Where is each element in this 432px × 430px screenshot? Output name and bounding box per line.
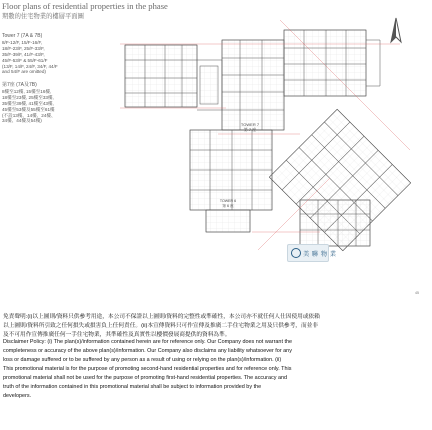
tower7-zh-line: 18樓至23樓, 25樓至33樓, [2,94,54,100]
plan-tower6-label-en: TOWER 6 [219,199,237,203]
tower7-zh-line: 35樓至39樓, 41樓至43樓, [2,100,54,106]
agency-logo-icon [291,248,301,258]
disclaimer-zh-line: 及不可用作宣傳推廣任何一手住宅物業，其準確性及真實性以樓價發展商提供的資料為準。 [3,332,231,338]
plan-lower-left [190,130,272,232]
tower7-line: 8/F-12/F, 15/F-16/F, [2,39,43,45]
plan-tower6-label-zh: 第 6 座 [222,204,234,208]
tower7-zh-line: 第7座 (7A及7B) [2,82,37,88]
tower7-zh-line: 34樓、44樓及54樓) [2,118,42,124]
disclaimer-en-line: completeness or accuracy of the above plan(s)/information. Our Company also disclaims any liability whatsoever for any [3,348,292,354]
tower7-line: 35/F-39/F, 41/F-43/F, [2,51,45,57]
disclaimer-en-line: truth of the information contained in this promotional material shall be subject to information provided by the [3,384,262,390]
tower7-line: 18/F-23/F, 25/F-33/F, [2,45,45,51]
disclaimer-en-line: developers. [3,393,32,399]
plan-left-wing [125,45,222,110]
header-title-en: Floor plans of residential properties in the phase [2,1,168,11]
header-title-zh: 期數的住宅物業的樓層平面圖 [2,13,84,20]
disclaimer-en-line: loss or damage suffered or to be suffered by any person as a result of using or relying on the plan(s)/information. (ii) [3,357,282,363]
disclaimer-zh-line: 免責聲明:(i)以上圖則/資料只供參考用途，本公司不保證以上圖則/資料的完整性或準確性，本公司亦不就任何人仕因使用或依賴 [3,314,320,320]
tower7-zh-line: 45樓至53樓及55樓至61樓 [2,106,55,112]
tower7-zh-line: 8樓至12樓, 15樓至16樓, [2,88,52,94]
tower7-line: Tower 7 (7A & 7B) [2,33,43,39]
disclaimer-zh-line: 以上圖則/資料所引致之任何損失或損害負上任何責任。(ii)本宣傳資料只可作宣傳及推廣二手住宅物業之用及只供參考，而並非 [3,323,319,329]
agency-stamp-text: 美 聯 物 業 [303,251,337,258]
agency-stamp [287,244,337,262]
plan-tower-label-en: TOWER 7 [240,122,260,127]
plan-lower-right [300,200,370,246]
plan-tower-label-zh: 第 7 座 [243,127,257,132]
page-number: 45 [415,291,419,295]
tower7-line: (13/F, 14/F, 24/F, 34/F, 44/F [2,63,58,69]
north-arrow-icon [385,16,407,46]
disclaimer-en-line: Disclaimer Policy: (i) The plan(s)/information contained herein are for reference only. Our Company does not warrant the [3,339,293,345]
plan-upper-right [284,30,380,96]
tower7-line: and 54/F are omitted) [2,69,46,75]
disclaimer-en-line: promotional material shall not be used for the purpose of promoting first-hand residential properties. The accuracy and [3,375,288,381]
disclaimer-block [0,311,432,430]
plan-center-upper [222,40,284,130]
tower7-zh-line: (不設13樓、14樓、24樓、 [2,112,56,118]
tower7-line: 45/F-53/F & 55/F-61/F [2,57,48,63]
disclaimer-en-line: This promotional material is for the purpose of promoting second-hand residential properties and for reference only. This [3,366,292,372]
